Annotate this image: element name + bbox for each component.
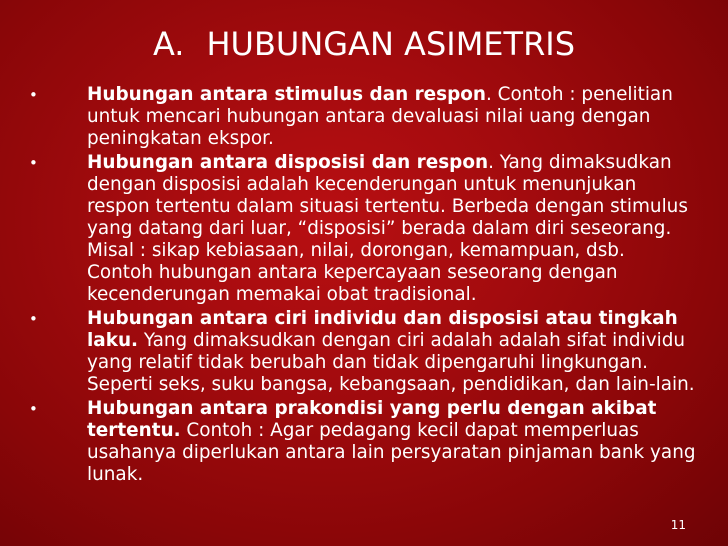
bullet-heading: Hubungan antara stimulus dan respon xyxy=(87,84,486,105)
bullet-text: Contoh : Agar pedagang kecil dapat memperluas usahanya diperlukan antara lain persyaratan pinjaman bank yang lunak. xyxy=(87,420,696,485)
bullet-dot-icon: • xyxy=(29,400,38,418)
bullet-item xyxy=(26,152,696,306)
bullet-list xyxy=(26,84,696,488)
bullet-item xyxy=(26,308,696,396)
slide-title-number: A. xyxy=(152,25,185,63)
bullet-text: . Yang dimaksudkan dengan disposisi adalah kecenderungan untuk menunjukan respon tertentu dalam situasi tertentu. Berbeda dengan stimulus yang datang dari luar, “disposisi” berada dalam diri seseorang. Misal : sikap kebiasaan, nilai, dorongan, kemampuan, dsb. Contoh hubungan antara kepercayaan seseorang dengan kecenderungan memakai obat tradisional. xyxy=(87,152,688,305)
page-number: 11 xyxy=(670,518,686,532)
bullet-item xyxy=(26,398,696,486)
bullet-item xyxy=(26,84,696,150)
slide-title xyxy=(0,24,728,64)
bullet-text: . Contoh : penelitian untuk mencari hubungan antara devaluasi nilai uang dengan peningkatan ekspor. xyxy=(87,84,673,149)
bullet-text: Yang dimaksudkan dengan ciri adalah adalah sifat individu yang relatif tidak berubah dan tidak dipengaruhi lingkungan. Seperti seks, suku bangsa, kebangsaan, pendidikan, dan lain-lain. xyxy=(87,330,695,395)
slide-title-text: HUBUNGAN ASIMETRIS xyxy=(206,25,576,63)
bullet-heading: Hubungan antara ciri individu dan disposisi atau tingkah laku. xyxy=(87,308,678,351)
bullet-dot-icon: • xyxy=(29,86,38,104)
bullet-heading: Hubungan antara disposisi dan respon xyxy=(87,152,489,173)
bullet-dot-icon: • xyxy=(29,310,38,328)
bullet-dot-icon: • xyxy=(29,154,38,172)
bullet-heading: Hubungan antara prakondisi yang perlu dengan akibat tertentu. xyxy=(87,398,657,441)
